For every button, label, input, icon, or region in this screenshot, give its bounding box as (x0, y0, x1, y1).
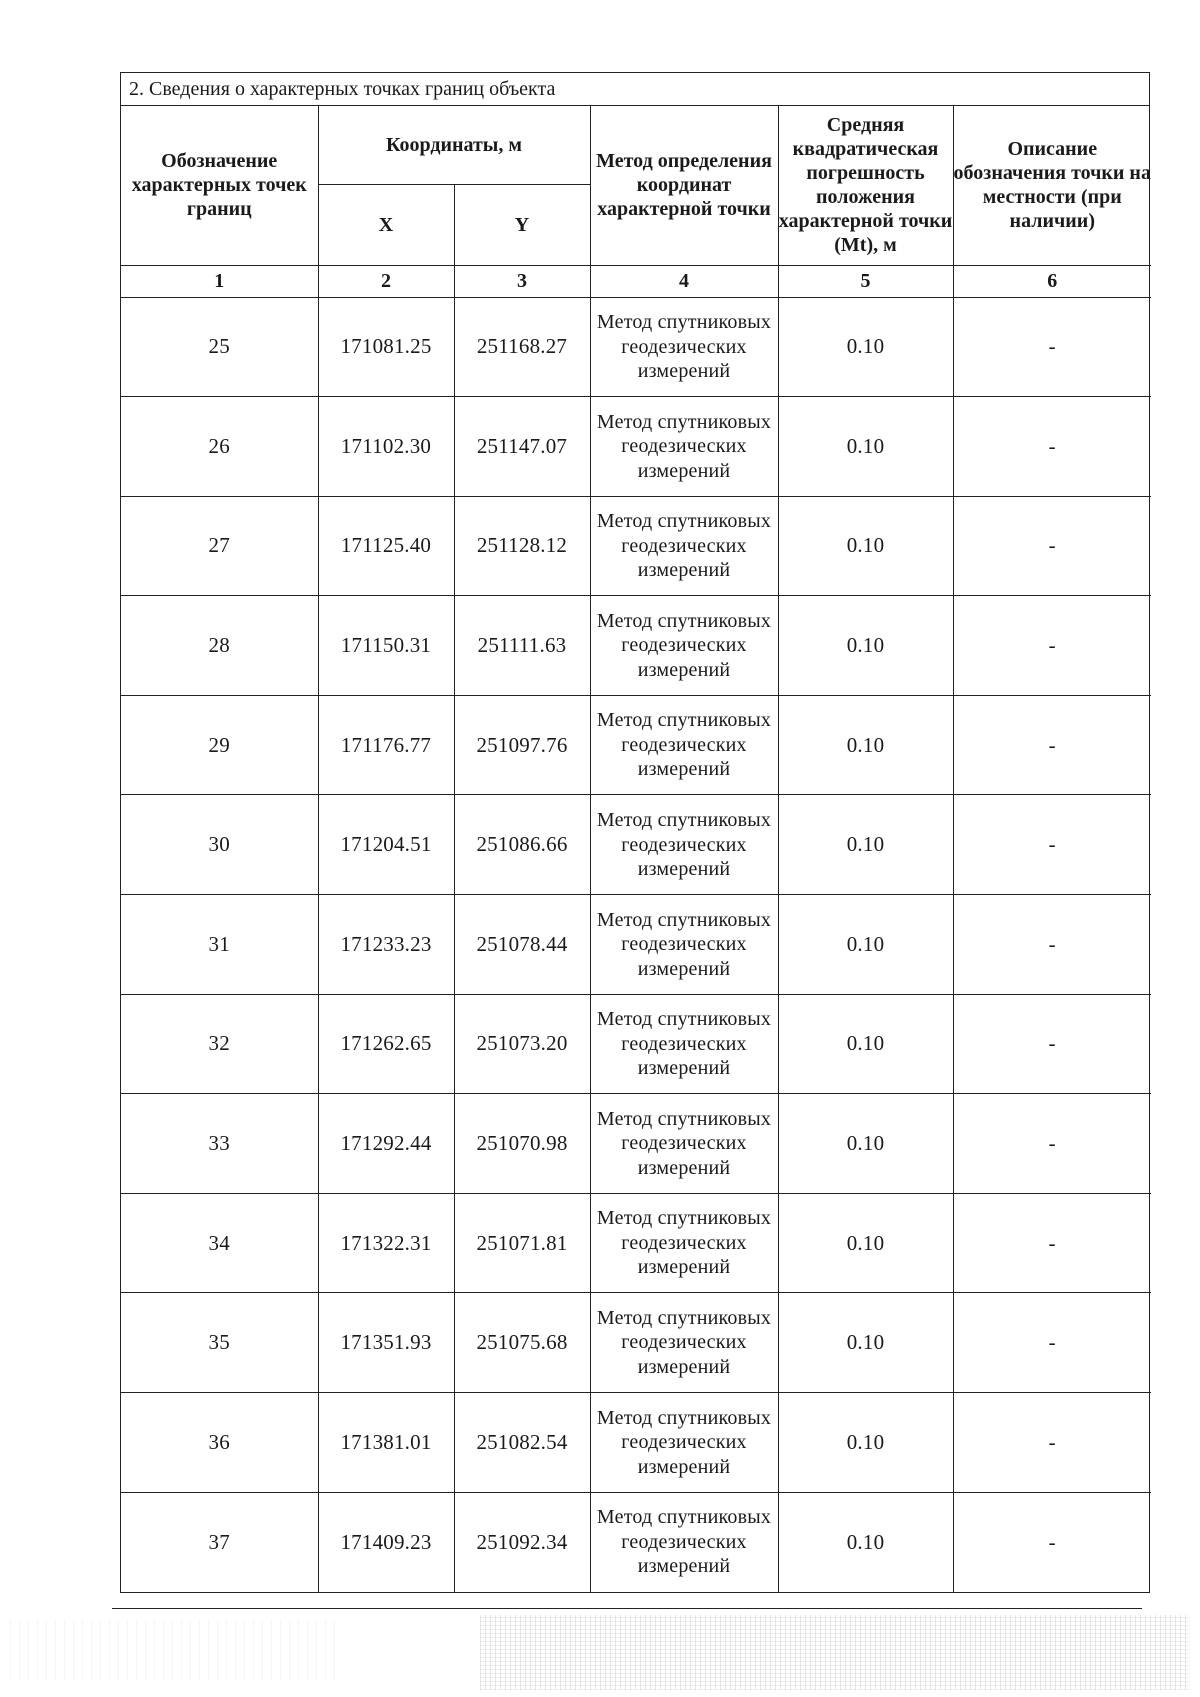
mt-error: 0.10 (778, 1393, 953, 1493)
coord-x: 171381.01 (318, 1393, 454, 1493)
table-row (121, 496, 1151, 596)
coord-y: 251111.63 (454, 596, 590, 696)
coord-x: 171262.65 (318, 994, 454, 1094)
point-description: - (953, 1293, 1151, 1393)
point-description: - (953, 795, 1151, 895)
table-row (121, 297, 1151, 397)
coord-y: 251071.81 (454, 1193, 590, 1293)
point-description: - (953, 596, 1151, 696)
column-number: 1 (121, 265, 318, 297)
mt-error: 0.10 (778, 297, 953, 397)
method-cell: Метод спутниковых геодезических измерений (590, 397, 778, 497)
column-number: 6 (953, 265, 1151, 297)
column-number-row (121, 265, 1151, 297)
coord-x: 171351.93 (318, 1293, 454, 1393)
mt-error: 0.10 (778, 596, 953, 696)
mt-error: 0.10 (778, 1293, 953, 1393)
point-designation: 30 (121, 795, 318, 895)
method-cell: Метод спутниковых геодезических измерений (590, 1193, 778, 1293)
coord-y: 251082.54 (454, 1393, 590, 1493)
point-description: - (953, 397, 1151, 497)
table-header (121, 106, 1151, 297)
point-designation: 27 (121, 496, 318, 596)
coord-x: 171125.40 (318, 496, 454, 596)
header-x: X (318, 184, 454, 265)
coord-y: 251075.68 (454, 1293, 590, 1393)
table-row (121, 397, 1151, 497)
point-designation: 31 (121, 895, 318, 995)
coord-y: 251168.27 (454, 297, 590, 397)
point-description: - (953, 695, 1151, 795)
coord-x: 171322.31 (318, 1193, 454, 1293)
column-number: 5 (778, 265, 953, 297)
point-designation: 29 (121, 695, 318, 795)
section-title: 2. Сведения о характерных точках границ объекта (121, 73, 1149, 106)
scan-noise (480, 1615, 1190, 1690)
coord-y: 251147.07 (454, 397, 590, 497)
mt-error: 0.10 (778, 695, 953, 795)
column-number: 2 (318, 265, 454, 297)
coord-x: 171292.44 (318, 1094, 454, 1194)
coord-y: 251070.98 (454, 1094, 590, 1194)
coord-y: 251097.76 (454, 695, 590, 795)
point-designation: 26 (121, 397, 318, 497)
point-description: - (953, 994, 1151, 1094)
coord-x: 171233.23 (318, 895, 454, 995)
coord-x: 171176.77 (318, 695, 454, 795)
method-cell: Метод спутниковых геодезических измерений (590, 1393, 778, 1493)
mt-error: 0.10 (778, 1193, 953, 1293)
header-coordinates: Координаты, м (318, 106, 590, 184)
coord-y: 251128.12 (454, 496, 590, 596)
header-designation: Обозначение характерных точек границ (121, 106, 318, 265)
method-cell: Метод спутниковых геодезических измерений (590, 297, 778, 397)
header-error: Средняя квадратическая погрешность положения характерной точки (Mt), м (778, 106, 953, 265)
table-body (121, 297, 1151, 1592)
point-designation: 33 (121, 1094, 318, 1194)
table-row (121, 1293, 1151, 1393)
point-description: - (953, 895, 1151, 995)
point-description: - (953, 1193, 1151, 1293)
coord-y: 251073.20 (454, 994, 590, 1094)
point-designation: 36 (121, 1393, 318, 1493)
point-designation: 35 (121, 1293, 318, 1393)
point-designation: 34 (121, 1193, 318, 1293)
table-row (121, 596, 1151, 696)
point-description: - (953, 297, 1151, 397)
point-description: - (953, 496, 1151, 596)
point-designation: 25 (121, 297, 318, 397)
mt-error: 0.10 (778, 1492, 953, 1592)
method-cell: Метод спутниковых геодезических измерений (590, 1094, 778, 1194)
table-row (121, 895, 1151, 995)
method-cell: Метод спутниковых геодезических измерений (590, 1492, 778, 1592)
boundary-points-table (121, 106, 1151, 1592)
method-cell: Метод спутниковых геодезических измерений (590, 596, 778, 696)
point-designation: 32 (121, 994, 318, 1094)
table-row (121, 1492, 1151, 1592)
coord-x: 171409.23 (318, 1492, 454, 1592)
table-row (121, 1393, 1151, 1493)
coord-x: 171204.51 (318, 795, 454, 895)
point-designation: 37 (121, 1492, 318, 1592)
coord-x: 171081.25 (318, 297, 454, 397)
boundary-points-sheet (120, 72, 1150, 1593)
header-y: Y (454, 184, 590, 265)
method-cell: Метод спутниковых геодезических измерений (590, 1293, 778, 1393)
table-row (121, 1094, 1151, 1194)
mt-error: 0.10 (778, 795, 953, 895)
table-row (121, 695, 1151, 795)
point-description: - (953, 1393, 1151, 1493)
point-designation: 28 (121, 596, 318, 696)
method-cell: Метод спутниковых геодезических измерений (590, 895, 778, 995)
header-description: Описание обозначения точки на местности (при наличии) (953, 106, 1151, 265)
column-number: 4 (590, 265, 778, 297)
method-cell: Метод спутниковых геодезических измерений (590, 795, 778, 895)
mt-error: 0.10 (778, 496, 953, 596)
coord-x: 171150.31 (318, 596, 454, 696)
column-number: 3 (454, 265, 590, 297)
header-method: Метод определения координат характерной точки (590, 106, 778, 265)
mt-error: 0.10 (778, 397, 953, 497)
table-row (121, 994, 1151, 1094)
point-description: - (953, 1094, 1151, 1194)
mt-error: 0.10 (778, 1094, 953, 1194)
mt-error: 0.10 (778, 994, 953, 1094)
coord-y: 251078.44 (454, 895, 590, 995)
table-row (121, 795, 1151, 895)
method-cell: Метод спутниковых геодезических измерений (590, 695, 778, 795)
method-cell: Метод спутниковых геодезических измерений (590, 994, 778, 1094)
table-row (121, 1193, 1151, 1293)
scan-bottom-rule (112, 1608, 1142, 1609)
coord-x: 171102.30 (318, 397, 454, 497)
method-cell: Метод спутниковых геодезических измерений (590, 496, 778, 596)
mt-error: 0.10 (778, 895, 953, 995)
coord-y: 251092.34 (454, 1492, 590, 1592)
scan-noise (10, 1620, 340, 1680)
coord-y: 251086.66 (454, 795, 590, 895)
point-description: - (953, 1492, 1151, 1592)
